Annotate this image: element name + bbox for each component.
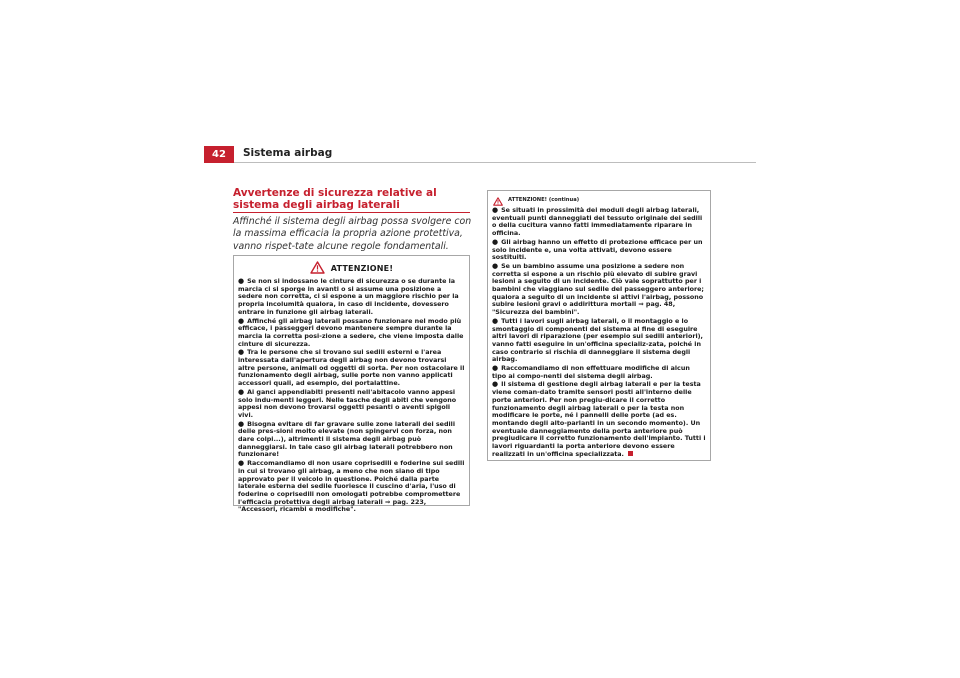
end-of-section-mark-icon: [628, 451, 633, 456]
header-divider: [234, 162, 756, 163]
bullet-icon: ●: [492, 206, 499, 214]
bullet-icon: ●: [238, 316, 245, 325]
warning-triangle-icon: [310, 259, 325, 278]
warning-item-text: Tutti i lavori sugli airbag laterali, o il montaggio e lo smontaggio di componenti del sistema al fine di eseguire altri lavori di riparazione (per esempio sui sedili anteriori), vanno fatti eseguire in un'officina specializ-zata, poiché in caso contrario si rischia di danneggiare il sistema degli airbag.: [492, 317, 703, 364]
bullet-icon: ●: [238, 277, 245, 285]
running-header-title: Sistema airbag: [243, 147, 333, 159]
bullet-icon: ●: [492, 364, 499, 373]
section-title: Avvertenze di sicurezza relative al sistema degli airbag laterali: [233, 187, 437, 211]
bullet-icon: ●: [238, 387, 245, 396]
warning-item-text: Se non si indossano le cinture di sicurezza o se durante la marcia ci si sporge in avanti o si assume una posizione a sedere non corretta, ci si espone a un maggiore rischio per la propria incolumità qualora, in caso di incidente, dovessero entrare in funzione gli airbag laterali.: [238, 278, 459, 316]
warning-header: [234, 260, 469, 277]
warning-item: [238, 349, 465, 388]
bullet-icon: ●: [238, 419, 245, 428]
warning-item: [492, 239, 706, 262]
warning-item-text: Tra le persone che si trovano sui sedili esterni e l'area interessata dall'apertura degli airbag non devono trovarsi altre persone, animali od oggetti di sorta. Per non ostacolare il funzionamento degli airbag, sulle porte non vanno applicati accessori quali, ad esempio, dei portalattine.: [238, 349, 465, 388]
warning-item-text: Affinché gli airbag laterali possano funzionare nel modo più efficace, i passeggeri devono mantenere sempre durante la marcia la corretta posi-zione a sedere, che viene imposta dalle cinture di sicurezza.: [238, 317, 464, 348]
warning-item: [238, 318, 465, 349]
warning-item-text: Raccomandiamo di non usare coprisedili e foderine sui sedili in cui si trovano gli airbag, a meno che non siano di tipo approvato per il veicolo in questione. Poiché dalla parte laterale esterna del sedile fuoriesce il cuscino d'aria, l'uso di foderine o coprisedili non omologati potrebbe compromettere l'efficacia protettiva degli airbag laterali ⇒ pag. 223, "Accessori, ricambi e modifiche".: [238, 460, 465, 514]
warning-item: [492, 263, 706, 317]
warning-heading: ATTENZIONE!: [330, 264, 394, 273]
warning-item-text: Raccomandiamo di non effettuare modifiche di alcun tipo ai compo-nenti del sistema degli airbag.: [492, 365, 690, 380]
warning-item: [238, 460, 465, 514]
warning-item: [238, 389, 465, 420]
warning-heading-continued: ATTENZIONE! (continua): [508, 197, 580, 203]
bullet-icon: ●: [492, 380, 499, 389]
bullet-icon: ●: [238, 348, 245, 357]
bullet-icon: ●: [492, 261, 499, 270]
warning-item-text: Il sistema di gestione degli airbag laterali e per la testa viene coman-dato tramite sensori posti all'interno delle porte anteriori. Per non pregiu-dicare il corretto funzionamento degli airbag laterali o per la testa non modificare le porte, né i pannelli delle porte (ad es. montando degli alto-parlanti in un secondo momento). Un eventuale danneggiamento della porta anteriore può pregiudicare il corretto funzionamento dell'impianto. Tutti i lavori riguardanti la porta anteriore devono essere realizzati in un'officina specializzata.: [492, 381, 706, 458]
warning-item: [238, 278, 465, 317]
page-number: 42: [204, 146, 234, 163]
warning-item-text: Se situati in prossimità dei moduli degli airbag laterali, eventuali punti danneggiati del tessuto originale dei sedili o della cucitura vanno fatti immediatamente riparare in officina.: [492, 207, 703, 238]
warning-item-text: Ai ganci appendiabiti presenti nell'abitacolo vanno appesi solo indu-menti leggeri. Nelle tasche degli abiti che vengono appesi non devono trovarsi oggetti pesanti o aventi spigoli vivi.: [238, 388, 457, 419]
warning-item: [492, 365, 706, 380]
bullet-icon: ●: [492, 316, 499, 325]
bullet-icon: ●: [492, 237, 499, 246]
warning-item-text: Gli airbag hanno un effetto di protezione efficace per un solo incidente e, una volta attivati, devono essere sostituiti.: [492, 238, 703, 262]
bullet-icon: ●: [238, 459, 245, 468]
warning-list-continued: [488, 207, 710, 459]
warning-item: [238, 421, 465, 460]
section-title-underline: [233, 212, 470, 213]
warning-item: [492, 381, 706, 458]
warning-item: [492, 318, 706, 364]
warning-box-continued: [487, 190, 711, 461]
section-intro: Affinché il sistema degli airbag possa svolgere con la massima efficacia la propria azione protettiva, vanno rispet-tate alcune regole fondamentali.: [233, 216, 472, 252]
warning-item-text: Se un bambino assume una posizione a sedere non corretta si espone a un rischio più elevato di subire gravi lesioni a seguito di un incidente. Ciò vale soprattutto per i bambini che viaggiano sul sedile del passeggero anteriore; qualora a seguito di un incidente si attivi l'airbag, possono subire lesioni gravi o addirittura mortali ⇒ pag. 48, "Sicurezza dei bambini".: [492, 262, 704, 317]
warning-header-continued: [493, 194, 710, 206]
warning-item-text: Bisogna evitare di far gravare sulle zone laterali dei sedili delle pres-sioni molto elevate (non spingervi con forza, non dare colpi...), altrimenti il sistema degli airbag può danneggiarsi. In tale caso gli airbag laterali potrebbero non funzionare!: [238, 420, 456, 459]
warning-item: [492, 207, 706, 238]
warning-box: [233, 255, 470, 514]
warning-list: [234, 278, 469, 514]
